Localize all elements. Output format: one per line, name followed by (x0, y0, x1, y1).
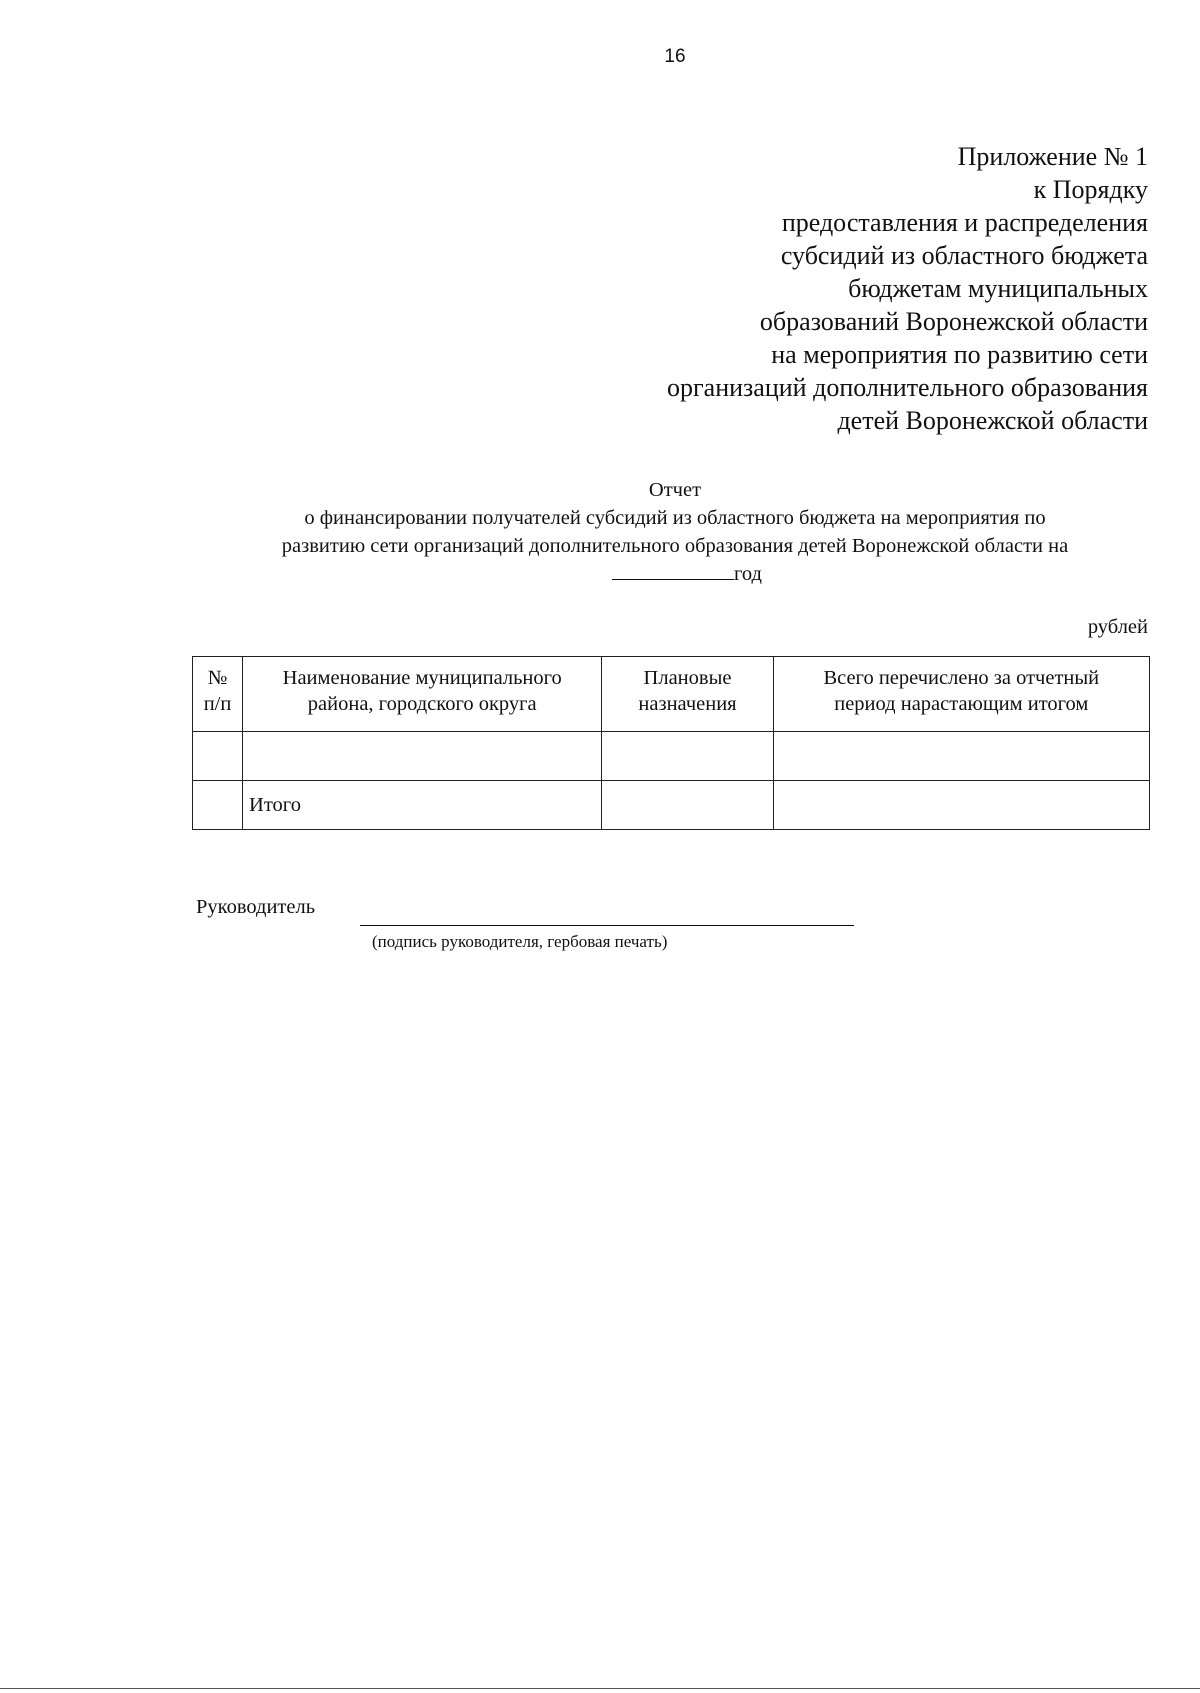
cell-total (773, 732, 1149, 781)
report-subtitle-line-2: развитию сети организаций дополнительного образования детей Воронежской области на (281, 535, 1069, 557)
header-name (243, 657, 602, 732)
appendix-line: бюджетам муниципальных (848, 274, 1148, 303)
table-row-total (193, 781, 1150, 830)
appendix-block (667, 140, 1148, 437)
report-subtitle-line-1: о финансировании получателей субсидий из областного бюджета на мероприятия по (304, 507, 1046, 529)
signature-label: Руководитель (196, 896, 316, 918)
cell-plan (602, 732, 773, 781)
appendix-line: детей Воронежской области (837, 406, 1148, 435)
year-blank (612, 563, 734, 580)
header-name-line-1: Наименование муниципального (282, 667, 562, 689)
header-plan-line-2: назначения (638, 693, 737, 715)
appendix-line: образований Воронежской области (759, 307, 1148, 336)
cell-number (193, 781, 243, 830)
table-row (193, 732, 1150, 781)
header-name-line-2: района, городского округа (307, 693, 537, 715)
cell-name (243, 732, 602, 781)
year-label: год (734, 563, 762, 585)
appendix-line: Приложение № 1 (957, 142, 1148, 171)
units-label: рублей (1087, 616, 1148, 638)
report-year-line (150, 560, 1200, 588)
cell-name-total: Итого (243, 781, 602, 830)
header-total-line-2: период нарастающим итогом (834, 693, 1089, 715)
header-total-line-1: Всего перечислено за отчетный (823, 667, 1100, 689)
cell-total (773, 781, 1149, 830)
report-heading (150, 476, 1200, 588)
header-total (773, 657, 1149, 732)
appendix-line: к Порядку (1033, 175, 1148, 204)
appendix-line: организаций дополнительного образования (667, 373, 1148, 402)
appendix-line: предоставления и распределения (781, 208, 1148, 237)
report-title: Отчет (648, 479, 702, 501)
appendix-line: на мероприятия по развитию сети (771, 340, 1148, 369)
header-plan-line-1: Плановые (643, 667, 732, 689)
header-number-line-1: № (207, 667, 228, 689)
report-table (192, 656, 1150, 830)
header-number (193, 657, 243, 732)
signature-caption: (подпись руководителя, гербовая печать) (372, 932, 668, 951)
appendix-line: субсидий из областного бюджета (780, 241, 1148, 270)
cell-number (193, 732, 243, 781)
header-plan (602, 657, 773, 732)
cell-plan (602, 781, 773, 830)
header-number-line-2: п/п (203, 693, 232, 715)
page-number: 16 (664, 46, 686, 67)
signature-line (360, 925, 854, 926)
table-header-row (193, 657, 1150, 732)
page-bottom-rule (0, 1688, 1200, 1689)
